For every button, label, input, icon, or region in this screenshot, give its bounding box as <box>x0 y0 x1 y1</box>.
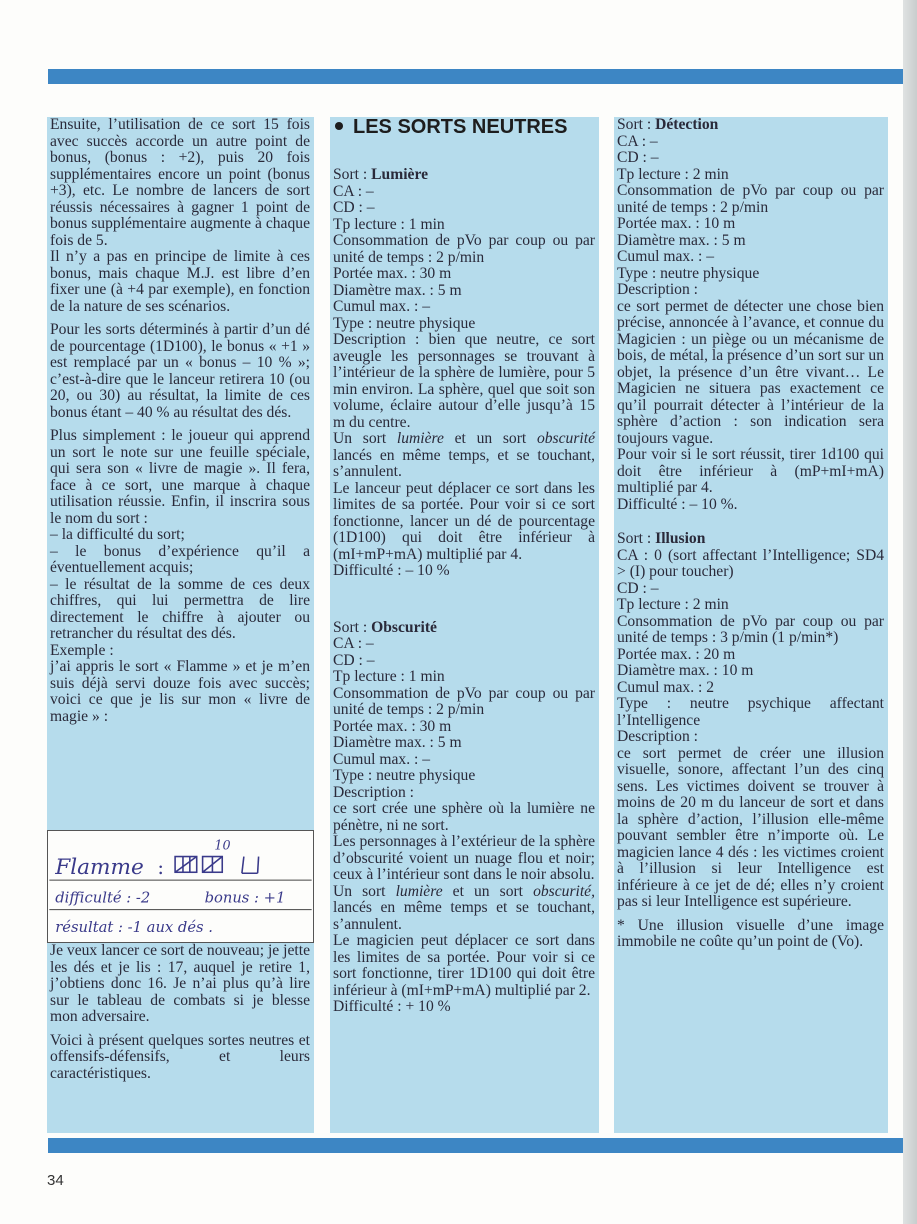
handwritten-spell-name: Flamme <box>55 855 144 881</box>
spell-line: Consommation de pVo par coup ou par unité de temps : 2 p/min <box>333 684 595 718</box>
spell-line: Consommation de pVo par coup ou par unité de temps : 2 p/min <box>617 182 884 216</box>
paragraph: Les personnages à l’extérieur de la sphère d’obscurité voient un nuage flou et noir; ceux à l’intérieur sont dans le noir absolu. <box>333 833 595 883</box>
spell-description: ce sort crée une sphère où la lumière ne pénètre, ni ne sort. <box>333 800 595 834</box>
paragraph: Pour les sorts déterminés à partir d’un dé de pourcentage (1D100), le bonus « +1 » est remplacé par un « bonus – 10 % »; c’est-à-dire que le lanceur retirera 10 (ou 20, ou 30) au résultat, la limite de ces bonus étant – 40 % au résultat des dés. <box>50 321 310 421</box>
spell-line: Description : <box>617 728 698 745</box>
page-edge <box>903 0 917 1224</box>
paragraph: Un sort lumière et un sort obscurité lancés en même temps, et se touchant, s’annulent. <box>333 430 595 480</box>
spell-line: Consommation de pVo par coup ou par unité de temps : 2 p/min <box>333 232 595 266</box>
spell-line: Tp lecture : 1 min <box>333 668 445 685</box>
spell-name: Sort : Lumière <box>333 166 429 183</box>
spell-line: Cumul max. : – <box>617 248 715 265</box>
paragraph: j’ai appris le sort « Flamme » et je m’en suis déjà servi douze fois avec succès; voici ce que je lis sur mon « livre de magie » : <box>50 658 310 725</box>
spell-line: CA : – <box>617 132 658 150</box>
spell-line: CD : – <box>333 199 375 216</box>
spell-line: Description : <box>617 281 698 298</box>
spell-line: Portée max. : 30 m <box>333 265 452 282</box>
spell-line: CA : – <box>333 635 374 652</box>
paragraph: Un sort lumière et un sort obscurité, lancés en même temps et se touchant, s’annulent. <box>333 882 595 933</box>
spell-difficulty: Difficulté : – 10 % <box>333 562 450 579</box>
spell-line: Consommation de pVo par coup ou par unité de temps : 3 p/min (1 p/min*) <box>617 612 884 646</box>
spell-description: Description : bien que neutre, ce sort aveugle les personnages se trouvant à l’intérieur de la sphère de lumière, pour 5 min environ. La sphère, quel que soit son volume, éclaire autour d’elle jusqu’à 15 m du centre. <box>333 331 595 431</box>
spell-line: Type : neutre psychique affectant l’Intelligence <box>617 695 884 729</box>
paragraph: Le magicien peut déplacer ce sort dans les limites de sa portée. Pour voir si ce sort fonctionne, tirer 1D100 qui doit être inférieur à (mI+mP+mA) multiplié par 2. <box>333 932 595 999</box>
spell-line: CD : – <box>617 579 659 597</box>
paragraph: Il n’y a pas en principe de limite à ces bonus, mais chaque M.J. est libre d’en fixer une (à +4 par exemple), en fonction de la nature de ses scénarios. <box>50 248 310 315</box>
spell-line: Diamètre max. : 5 m <box>333 281 462 299</box>
paragraph: Je veux lancer ce sort de nouveau; je jette les dés et je lis : 17, auquel je retire 1, j’obtiens donc 16. Je n’ai plus qu’à lire sur le tableau de combats si je blesse mon adversaire. <box>50 943 310 1025</box>
spell-line: Portée max. : 10 m <box>617 215 736 232</box>
handwritten-count: 10 <box>214 838 231 854</box>
spell-line: Cumul max. : 2 <box>617 678 715 696</box>
bottom-blue-band <box>48 1138 917 1153</box>
tally-marks <box>175 857 258 874</box>
list-item: – le bonus d’expérience qu’il a éventuellement acquis; <box>50 542 310 576</box>
spell-name: Sort : Détection <box>617 117 719 133</box>
spell-description: ce sort permet de détecter une chose bien précise, annoncée à l’avance, et connue du Magicien : un piège ou un mécanisme de bois, de métal, la présence d’un sort sur un objet, la présence d’un être vivant… Le Magicien ne situera pas exactement ce qu’il pourrait détecter à l’intérieur de la sphère d’action : son indication sera toujours vague. <box>617 297 884 447</box>
page-number: 34 <box>47 1172 64 1189</box>
spell-line: Portée max. : 20 m <box>617 645 736 663</box>
column-1 <box>47 117 314 830</box>
bullet-icon <box>335 122 343 130</box>
paragraph: Ensuite, l’utilisation de ce sort 15 fois avec succès accorde un autre point de bonus, (bonus : +2), puis 20 fois supplémentaires encore un point (bonus +3), etc. Le nombre de lancers de sort réussis nécessaires à gagner 1 point de bonus supplémentaire augmente à chaque fois de 5. <box>50 117 310 249</box>
paragraph: Exemple : <box>50 641 114 659</box>
spell-difficulty: Difficulté : + 10 % <box>333 998 451 1015</box>
paragraph: Pour voir si le sort réussit, tirer 1d100 qui doit être inférieur à (mP+mI+mA) multiplié par 4. <box>617 446 884 496</box>
column-2 <box>330 117 599 1133</box>
spell-line: Diamètre max. : 10 m <box>617 662 754 679</box>
list-item: – la difficulté du sort; <box>50 526 185 543</box>
spell-line: Type : neutre physique <box>333 314 476 332</box>
spell-line: Tp lecture : 2 min <box>617 596 729 613</box>
svg-text::: : <box>157 856 165 880</box>
top-blue-band <box>48 69 917 84</box>
handwritten-bonus: bonus : +1 <box>204 889 286 907</box>
spell-difficulty: Difficulté : – 10 %. <box>617 495 738 513</box>
spell-line: CA : – <box>333 182 374 200</box>
spell-line: Tp lecture : 1 min <box>333 215 445 233</box>
handwritten-difficulty: difficulté : -2 <box>55 889 151 907</box>
spell-line: Cumul max. : – <box>333 750 431 768</box>
spell-line: Type : neutre physique <box>333 767 476 784</box>
list-item: – le résultat de la somme de ces deux chiffres, qui lui permettra de lire directement le chiffre à ajouter ou retrancher du résultat des dés. <box>50 575 310 642</box>
spell-line: CD : – <box>617 149 659 166</box>
handwritten-note <box>47 830 314 943</box>
spell-line: Diamètre max. : 5 m <box>617 231 746 249</box>
paragraph: Le lanceur peut déplacer ce sort dans les limites de sa portée. Pour voir si ce sort fonctionne, lancer un dé de pourcentage (1D100) qui doit être inférieur à (mI+mP+mA) multiplié par 4. <box>333 479 595 563</box>
spell-line: Description : <box>333 783 414 801</box>
section-heading: LES SORTS NEUTRES <box>333 119 595 167</box>
spell-line: Diamètre max. : 5 m <box>333 734 462 751</box>
handwritten-result: résultat : -1 aux dés . <box>55 919 213 937</box>
spell-line: CA : 0 (sort affectant l’Intelligence; SD4 > (I) pour toucher) <box>617 546 884 580</box>
spell-name: Sort : Obscurité <box>333 618 437 636</box>
spell-line: Tp lecture : 2 min <box>617 165 729 183</box>
footnote: * Une illusion visuelle d’une image immobile ne coûte qu’un point de (Vo). <box>617 916 884 950</box>
paragraph: Voici à présent quelques sortes neutres et offensifs-défensifs, et leurs caractéristiques. <box>50 1031 310 1082</box>
column-3 <box>614 117 888 1133</box>
spell-name: Sort : Illusion <box>617 530 706 547</box>
spell-line: Portée max. : 30 m <box>333 717 452 735</box>
column-1-continued <box>47 943 314 1133</box>
paragraph: Plus simplement : le joueur qui apprend un sort le note sur une feuille spéciale, qui sera son « livre de magie ». Il fera, face à ce sort, une marque à chaque utilisation réussie. Enfin, il inscrira sous le nom du sort : <box>50 427 310 527</box>
spell-line: Cumul max. : – <box>333 298 431 315</box>
spell-line: Type : neutre physique <box>617 264 760 282</box>
spell-line: CD : – <box>333 651 375 669</box>
spell-description: ce sort permet de créer une illusion visuelle, sonore, affectant l’un des cinq sens. Les victimes doivent se trouver à moins de 20 m du lanceur de sort et dans la sphère d’action, l’illusion elle-même pouvant sembler être n’importe où. Le magicien lance 4 dés : les victimes croient à l’illusion si leur Intelligence est inférieure à ce jet de dé; elles n’y croient pas si leur Intelligence est supérieure. <box>617 744 884 910</box>
